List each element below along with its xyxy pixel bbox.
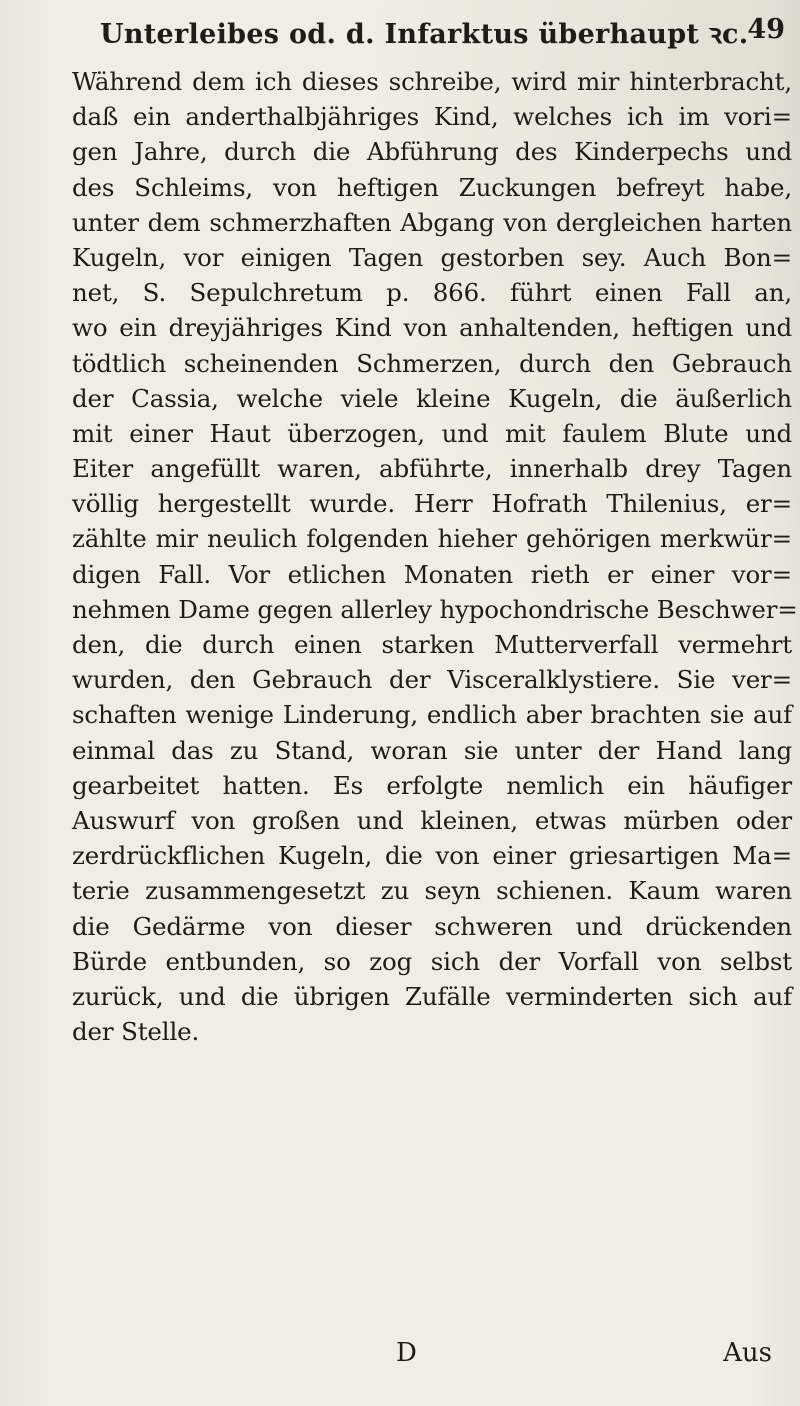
text-line: zurück, und die übrigen Zufälle verminderten sich auf [72, 981, 792, 1011]
text-line: der Stelle. [72, 1017, 200, 1047]
catchword: Aus [723, 1338, 772, 1368]
text-line: Bürde entbunden, so zog sich der Vorfall von selbst [72, 946, 792, 976]
page-header [100, 14, 790, 62]
text-line: zählte mir neulich folgenden hieher gehörigen merkwür= [72, 524, 792, 554]
text-line: gen Jahre, durch die Abführung des Kinderpechs und [72, 137, 792, 167]
text-line: Auswurf von großen und kleinen, etwas mürben oder [72, 805, 792, 835]
text-line: der Cassia, welche viele kleine Kugeln, die äußerlich [72, 383, 792, 413]
body-text [72, 64, 798, 1049]
text-line: terie zusammengesetzt zu seyn schienen. Kaum waren [72, 876, 792, 906]
text-line: völlig hergestellt wurde. Herr Hofrath Thilenius, er= [72, 489, 792, 519]
text-line: Kugeln, vor einigen Tagen gestorben sey. Auch Bon= [72, 242, 792, 272]
text-line: gearbeitet hatten. Es erfolgte nemlich ein häufiger [72, 770, 792, 800]
text-line: zerdrückflichen Kugeln, die von einer griesartigen Ma= [72, 841, 792, 871]
text-line: den, die durch einen starken Mutterverfall vermehrt [72, 630, 792, 659]
text-line: schaften wenige Linderung, endlich aber brachten sie auf [72, 700, 792, 730]
text-line: die Gedärme von dieser schweren und drückenden [72, 911, 792, 941]
text-line: unter dem schmerzhaften Abgang von dergleichen harten [72, 207, 792, 237]
text-line: net, S. Sepulchretum p. 866. führt einen Fall an, [72, 278, 792, 308]
signature-mark: D [396, 1338, 417, 1368]
text-line: daß ein anderthalbjähriges Kind, welches ich im vori= [72, 102, 792, 132]
text-line: Während dem ich dieses schreibe, wird mir hinterbracht, [72, 67, 792, 96]
text-line: einmal das zu Stand, woran sie unter der Hand lang [72, 735, 792, 765]
text-line: mit einer Haut überzogen, und mit faulem Blute und [72, 418, 792, 448]
page-number: 49 [747, 14, 785, 45]
page-footer [72, 1338, 792, 1378]
text-line: tödtlich scheinenden Schmerzen, durch den Gebrauch [72, 348, 792, 378]
running-head: Unterleibes od. d. Infarktus überhaupt ꝛc. [100, 19, 749, 50]
text-line: wo ein dreyjähriges Kind von anhaltenden, heftigen und [72, 313, 792, 343]
text-line: wurden, den Gebrauch der Visceralklystiere. Sie ver= [72, 665, 792, 695]
text-line: nehmen Dame gegen allerley hypochondrische Beschwer= [72, 594, 798, 624]
text-line: digen Fall. Vor etlichen Monaten rieth er einer vor= [72, 559, 792, 589]
text-line: des Schleims, von heftigen Zuckungen befreyt habe, [72, 172, 792, 202]
text-line: Eiter angefüllt waren, abführte, innerhalb drey Tagen [72, 454, 792, 484]
